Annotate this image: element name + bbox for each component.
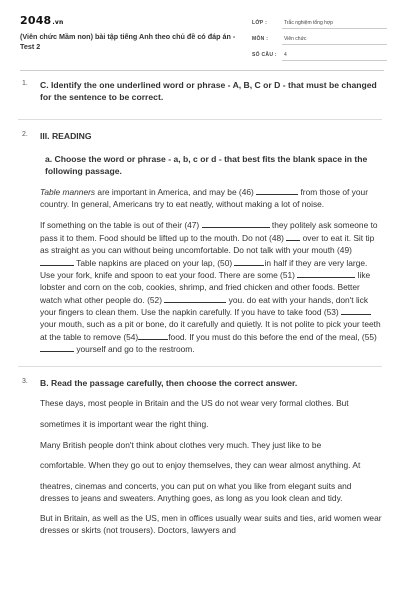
- meta-panel: [252, 16, 387, 64]
- passage-paragraph: But in Britain, as well as the US, men in offices usually wear suits and ties, arid women wear dresses or skirts (not trousers). Doctors, lawyers and: [40, 513, 382, 536]
- passage-text: If something on the table is out of their (47): [40, 220, 202, 231]
- passage-emphasis: Table manners: [40, 187, 96, 197]
- passage-paragraph: [40, 186, 382, 210]
- logo-text: 2048: [20, 14, 52, 27]
- count-label: SỐ CÂU :: [252, 52, 277, 58]
- question-title: B. Read the passage carefully, then choose the correct answer.: [40, 378, 298, 389]
- passage-text: are important in America, and may be (46): [95, 187, 257, 197]
- question-2: [18, 130, 382, 356]
- class-label: LỚP :: [252, 20, 268, 26]
- blank-53: [341, 306, 371, 315]
- question-number: 3.: [22, 378, 28, 386]
- document-title: (Viên chức Mầm non) bài tập tiếng Anh theo chủ đề có đáp án - Test 2: [20, 32, 236, 51]
- question-1: [18, 79, 382, 109]
- passage-text: yourself and go to the restroom.: [74, 344, 195, 355]
- passage-text: Table napkins are placed on your lap, (50): [74, 257, 235, 268]
- blank-46: [256, 186, 298, 195]
- passage-text: they politely ask someone to pass it to them. Food should be lifted up to the mouth. Do not (48): [40, 220, 378, 244]
- passage-paragraph: Many British people don't think about clothes very much. They just like to be: [40, 439, 322, 450]
- passage-text: in half if they are very large. Use your fork, knife and spoon to eat your food. There are some (51): [40, 257, 368, 281]
- passage-paragraph: sometimes it is important wear the right thing.: [40, 418, 209, 429]
- subject-label: MÔN :: [252, 36, 269, 42]
- page-header: [20, 14, 382, 64]
- passage-text: like lobster and corn on the cob, cookies, shrimp, and fried chicken and other foods. Better watch what other people do. (52): [40, 270, 371, 305]
- passage-paragraph: theatres, cinemas and concerts, you can put on what you like from elegant suits and dresses to jeans and sweaters. Anything goes, as long as you look clean and tidy.: [40, 480, 352, 503]
- logo-suffix: .vn: [52, 19, 64, 26]
- question-instruction: a. Choose the word or phrase - a, b, c or d - that best fits the blank space in the following passage.: [45, 154, 368, 176]
- blank-47: [202, 219, 270, 228]
- blank-48: [286, 232, 300, 241]
- passage-text: from those of your country. In general, Americans try to eat neatly, without making a lot of noise.: [40, 187, 368, 209]
- site-logo[interactable]: [20, 14, 63, 27]
- count-value: 4: [282, 50, 387, 61]
- question-title: C. Identify the one underlined word or phrase - A, B, C or D - that must be changed for the sentence to be correct.: [40, 80, 377, 102]
- meta-count-row: [252, 48, 387, 62]
- meta-subject-row: [252, 32, 387, 46]
- question-divider: [18, 366, 382, 367]
- blank-54: [138, 331, 168, 340]
- passage-text: over to eat it. Sit tip as straight as you can without being uncomfortable. Do not talk with your mouth (49): [40, 233, 375, 255]
- blank-52: [164, 294, 226, 303]
- blank-51: [297, 269, 355, 278]
- class-value: Trắc nghiệm tổng hợp: [282, 18, 387, 29]
- subject-value: Viên chức: [282, 34, 387, 45]
- passage-paragraph: [40, 219, 382, 356]
- question-number: 1.: [22, 80, 28, 87]
- blank-49: [40, 257, 74, 266]
- blank-55: [40, 343, 74, 352]
- question-number: 2.: [22, 131, 28, 138]
- passage-text: you. do eat with your hands, don't lick your fingers to clean them. Use the napkin carefully. If you have to take food (53): [40, 294, 369, 318]
- passage-paragraph: These days, most people in Britain and the US do not wear very formal clothes. But: [40, 398, 349, 409]
- passage-text: food. If you must do this before the end of the meal, (55): [168, 331, 377, 342]
- meta-class-row: [252, 16, 387, 30]
- section-heading: III. READING: [40, 131, 92, 141]
- blank-50: [234, 257, 264, 266]
- header-divider: [20, 70, 384, 71]
- question-3: [18, 377, 382, 537]
- passage-text: your mouth, such as a pit or bone, do it carefully and quietly. It is not polite to pick your teeth at the table to remove (54): [40, 319, 381, 342]
- question-list: [18, 79, 382, 537]
- passage-paragraph: comfortable. When they go out to enjoy themselves, they can wear almost anything. At: [40, 460, 361, 471]
- question-divider: [18, 119, 382, 120]
